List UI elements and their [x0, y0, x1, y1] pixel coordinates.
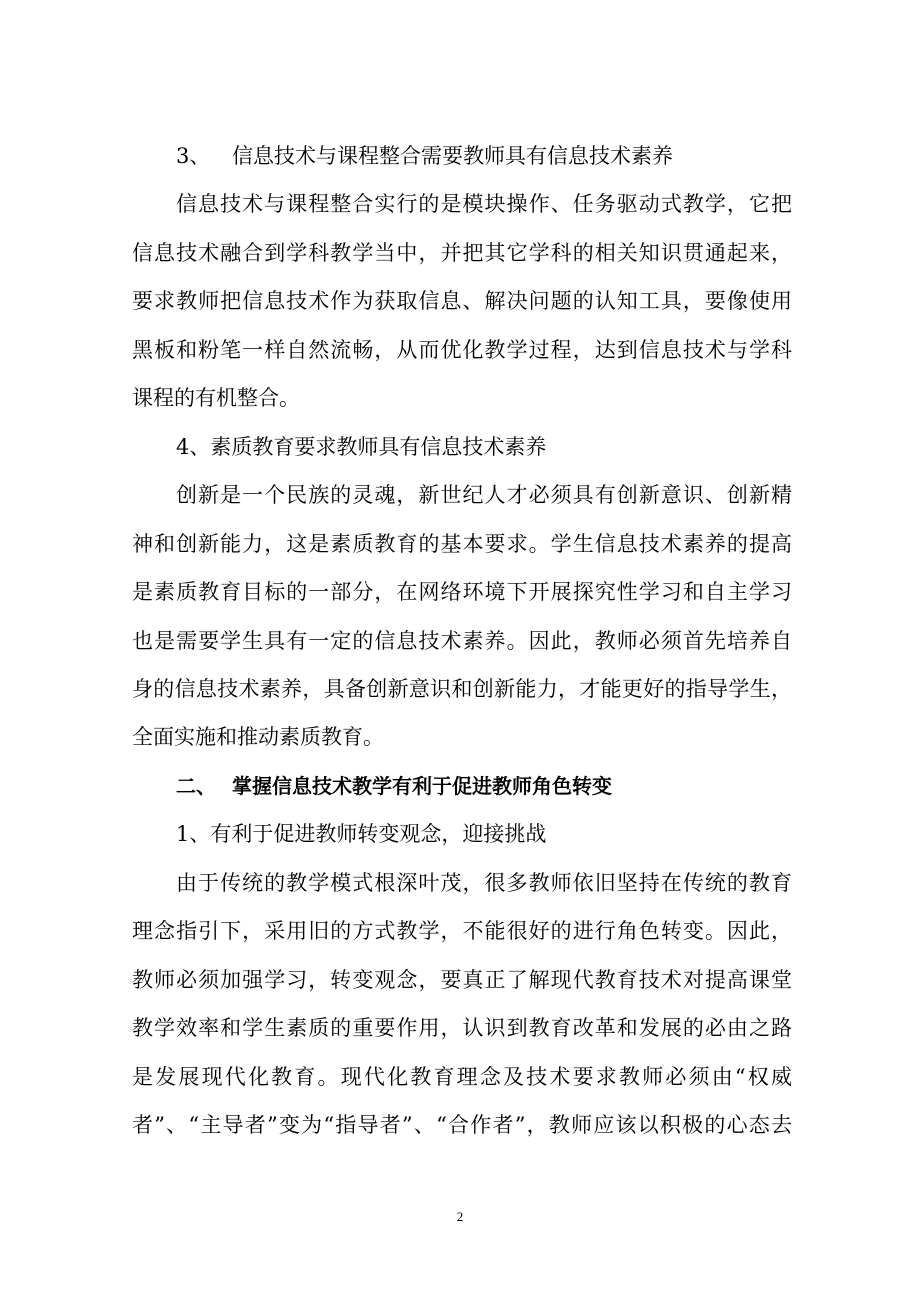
paragraph-line: 理念指引下，采用旧的方式教学，不能很好的进行角色转变。因此， [132, 919, 792, 943]
section-number: 二、 [176, 774, 216, 798]
paragraph-line: 者”、“主导者”变为“指导者”、“合作者”，教师应该以积极的心态去 [132, 1113, 792, 1137]
subheading-number: 3、 [176, 144, 211, 168]
subheading-4: 4、素质教育要求教师具有信息技术素养 [176, 435, 547, 459]
paragraph-line: 教师必须加强学习，转变观念，要真正了解现代教育技术对提高课堂 [132, 968, 792, 992]
subheading-text: 信息技术与课程整合需要教师具有信息技术素养 [232, 144, 673, 168]
paragraph-line: 身的信息技术素养，具备创新意识和创新能力，才能更好的指导学生， [132, 677, 792, 701]
paragraph-line: 也是需要学生具有一定的信息技术素养。因此，教师必须首先培养自 [132, 629, 792, 653]
paragraph-line: 信息技术融合到学科教学当中，并把其它学科的相关知识贯通起来， [132, 241, 792, 265]
section-title: 掌握信息技术教学有利于促进教师角色转变 [232, 774, 612, 798]
page-number: 2 [456, 1209, 464, 1224]
paragraph-line: 由于传统的教学模式根深叶茂，很多教师依旧坚持在传统的教育 [176, 871, 792, 895]
paragraph-line: 全面实施和推动素质教育。 [132, 725, 384, 749]
paragraph-line: 创新是一个民族的灵魂，新世纪人才必须具有创新意识、创新精 [176, 483, 792, 507]
paragraph-line: 信息技术与课程整合实行的是模块操作、任务驱动式教学，它把 [176, 192, 792, 216]
paragraph-line: 教学效率和学生素质的重要作用，认识到教育改革和发展的必由之路 [132, 1016, 792, 1040]
paragraph-line: 神和创新能力，这是素质教育的基本要求。学生信息技术素养的提高 [132, 532, 792, 556]
paragraph-line: 黑板和粉笔一样自然流畅，从而优化教学过程，达到信息技术与学科 [132, 338, 792, 362]
section-heading [176, 771, 612, 801]
subheading-3 [176, 141, 673, 171]
paragraph-line: 课程的有机整合。 [132, 386, 300, 410]
subheading-1: 1、有利于促进教师转变观念，迎接挑战 [176, 822, 547, 846]
paragraph-line: 是素质教育目标的一部分，在网络环境下开展探究性学习和自主学习 [132, 580, 792, 604]
paragraph-line: 要求教师把信息技术作为获取信息、解决问题的认知工具，要像使用 [132, 289, 792, 313]
paragraph-line: 是发展现代化教育。现代化教育理念及技术要求教师必须由“权威 [132, 1065, 792, 1089]
